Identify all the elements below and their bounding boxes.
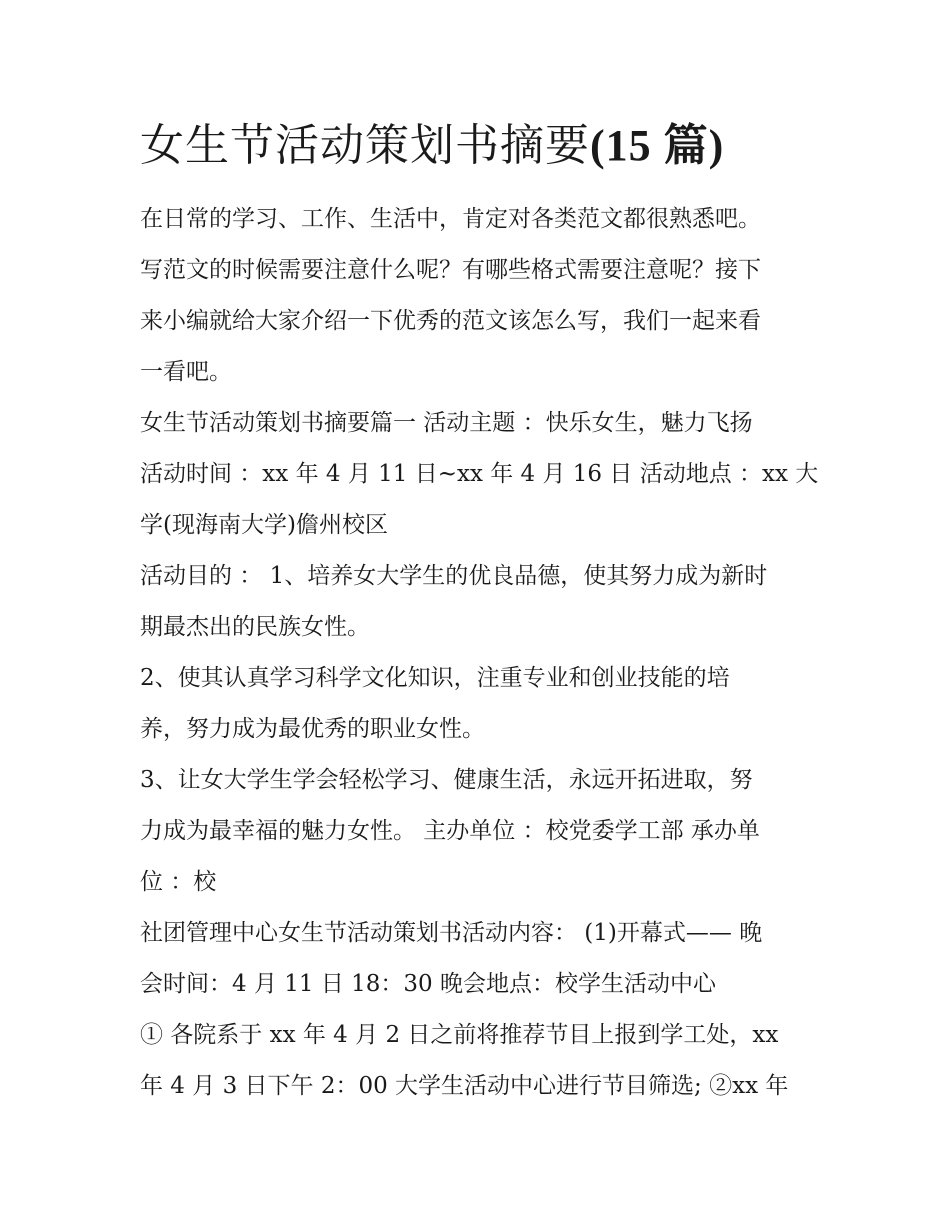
paragraph-line: 在日常的学习、工作、生活中，肯定对各类范文都很熟悉吧。 xyxy=(140,206,761,232)
paragraph-line: 来小编就给大家介绍一下优秀的范文该怎么写，我们一起来看 xyxy=(140,308,761,334)
paragraph-line: 写范文的时候需要注意什么呢？有哪些格式需要注意呢？接下 xyxy=(140,257,761,283)
title-count: (15 篇) xyxy=(590,121,725,170)
document-title xyxy=(140,116,724,176)
paragraph-line: 2、使其认真学习科学文化知识，注重专业和创业技能的培 xyxy=(140,665,730,691)
paragraph-line: 期最杰出的民族女性。 xyxy=(140,614,370,640)
paragraph-line: 养，努力成为最优秀的职业女性。 xyxy=(140,716,485,742)
paragraph-line: 一看吧。 xyxy=(140,359,232,385)
paragraph-line: 3、让女大学生学会轻松学习、健康生活，永远开拓进取，努 xyxy=(140,767,753,793)
title-text: 女生节活动策划书摘要 xyxy=(140,120,590,171)
paragraph-line: 位 ：校 xyxy=(140,869,217,895)
paragraph-line: ① 各院系于 xx 年 4 月 2 日之前将推荐节目上报到学工处，xx xyxy=(140,1022,779,1048)
paragraph-line: 学(现海南大学)儋州校区 xyxy=(140,512,388,538)
paragraph-line: 年 4 月 3 日下午 2：00 大学生活动中心进行节目筛选; ②xx 年 xyxy=(140,1073,789,1099)
paragraph-line: 活动时间 ：xx 年 4 月 11 日~xx 年 4 月 16 日 活动地点 ：xx 大 xyxy=(140,461,819,487)
paragraph-line: 女生节活动策划书摘要篇一 活动主题 ：快乐女生，魅力飞扬 xyxy=(140,410,753,436)
paragraph-line: 力成为最幸福的魅力女性。 主办单位 ：校党委学工部 承办单 xyxy=(140,818,760,844)
paragraph-line: 活动目的 ： 1、培养女大学生的优良品德，使其努力成为新时 xyxy=(140,563,768,589)
paragraph-line: 社团管理中心女生节活动策划书活动内容： (1)开幕式—— 晚 xyxy=(140,920,763,946)
paragraph-line: 会时间：4 月 11 日 18：30 晚会地点：校学生活动中心 xyxy=(140,971,716,997)
